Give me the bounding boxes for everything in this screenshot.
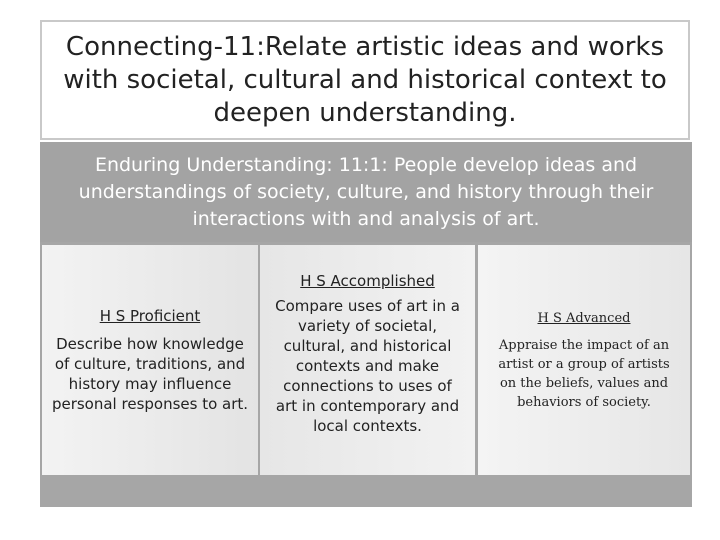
enduring-understanding-band [40, 142, 692, 242]
level-card-proficient [42, 245, 258, 475]
level-heading-proficient: H S Proficient [99, 307, 201, 325]
achievement-levels-panel [40, 242, 692, 507]
level-text-line: of culture, traditions, and [54, 355, 246, 373]
level-text-line: personal responses to art. [51, 395, 249, 413]
level-text-line: on the beliefs, values and [499, 375, 669, 391]
level-text-line: Appraise the impact of an [498, 337, 670, 353]
level-text-line: local contexts. [313, 417, 422, 435]
level-text-line: behaviors of society. [517, 394, 651, 410]
level-text-line: Compare uses of art in a [275, 297, 460, 315]
level-text-line: artist or a group of artists [498, 356, 670, 372]
understanding-line: understandings of society, culture, and history through their [78, 180, 654, 203]
title-line: Connecting-11:Relate artistic ideas and works [65, 31, 665, 62]
level-card-advanced [478, 245, 690, 475]
level-heading-accomplished: H S Accomplished [300, 272, 435, 290]
level-text-line: art in contemporary and [275, 397, 460, 415]
understanding-line: interactions with and analysis of art. [192, 207, 540, 230]
level-text-line: Describe how knowledge [56, 335, 244, 353]
level-text-line: history may influence [68, 375, 232, 393]
slide-title [40, 20, 690, 140]
title-line: with societal, cultural and historical context to [63, 64, 667, 95]
understanding-line: Enduring Understanding: 11:1: People develop ideas and [94, 153, 638, 176]
level-text-line: variety of societal, [297, 317, 438, 335]
level-card-accomplished [260, 245, 475, 475]
level-text-line: connections to uses of [283, 377, 452, 395]
title-line: deepen understanding. [213, 97, 517, 128]
level-heading-advanced: H S Advanced [537, 310, 631, 326]
level-text-line: contexts and make [295, 357, 440, 375]
level-text-line: cultural, and historical [283, 337, 452, 355]
